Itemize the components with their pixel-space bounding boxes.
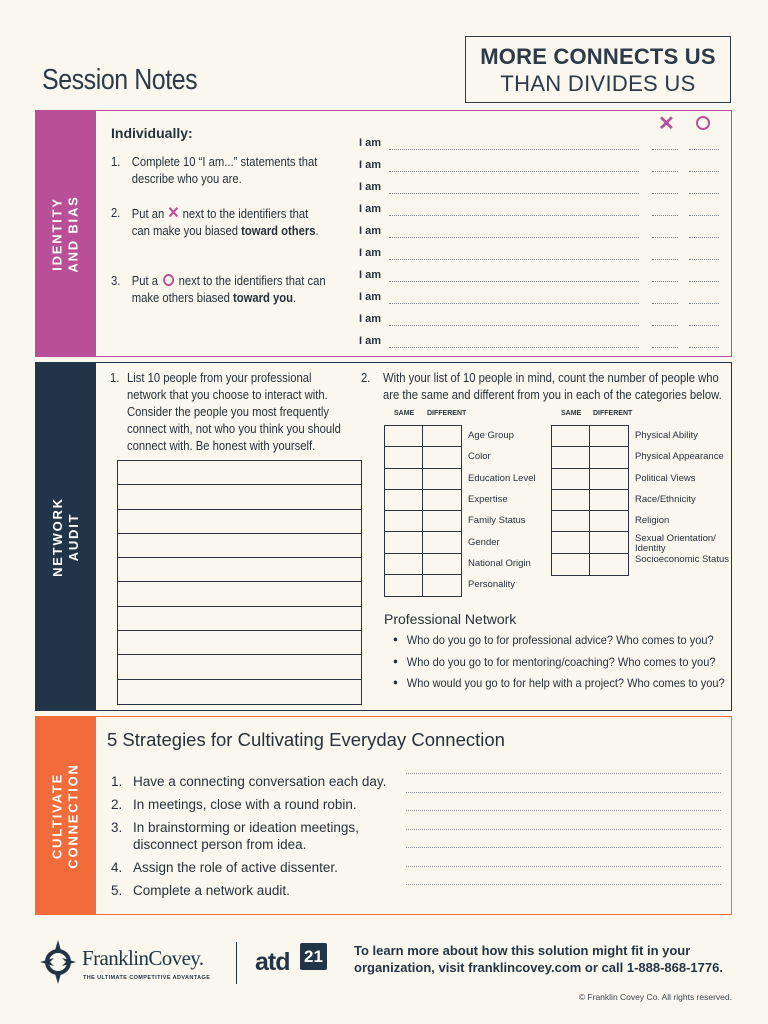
name-line[interactable] [118, 534, 361, 558]
strategy-text: In brainstorming or ideation meetings, disconnect person from idea. [133, 820, 359, 852]
sidebar-label-line-1: CULTIVATE [49, 772, 65, 859]
item-number: 1. [110, 371, 120, 385]
category-label: Expertise [468, 493, 508, 505]
different-count-cell[interactable] [590, 554, 628, 575]
question-bullet [393, 655, 715, 669]
same-count-cell[interactable] [385, 426, 423, 446]
same-count-cell[interactable] [385, 469, 423, 489]
same-column-header: SAME [561, 410, 582, 417]
x-mark-line[interactable] [652, 325, 678, 326]
statement-line[interactable] [389, 325, 639, 326]
question-bullet [393, 633, 714, 647]
footer-divider [236, 942, 237, 984]
statement-line[interactable] [389, 149, 639, 150]
network-item-1-text: List 10 people from your professional network that you choose to interact with. Consider the people you most frequently connect with, not who you think you should connect with. Be honest with yourself. [127, 371, 341, 453]
sidebar-label-line-2: CONNECTION [65, 762, 81, 869]
different-count-cell[interactable] [423, 532, 461, 552]
circle-mark-line[interactable] [689, 215, 719, 216]
i-am-row[interactable] [359, 333, 719, 351]
name-line[interactable] [118, 631, 361, 655]
identity-step-1 [111, 154, 327, 188]
same-count-cell[interactable] [385, 532, 423, 552]
name-line[interactable] [118, 510, 361, 534]
step-number: 2. [111, 206, 121, 220]
network-item-2-text: With your list of 10 people in mind, count the number of people who are the same and different from you in each of the categories below. [383, 371, 722, 402]
category-label: Physical Appearance [635, 451, 724, 463]
question-text: Who do you go to for professional advice? Who comes to you? [406, 633, 714, 647]
copyright: © Franklin Covey Co. All rights reserved. [578, 992, 732, 1002]
circle-mark-line[interactable] [689, 171, 719, 172]
step-text: next to the identifiers that can make you biased [131, 207, 309, 238]
x-mark-icon: ✕ [167, 205, 180, 222]
individually-heading: Individually: [111, 125, 193, 141]
step-text: next to the identifiers that can make others biased [131, 274, 326, 305]
same-count-cell[interactable] [385, 575, 423, 596]
i-am-label: I am [359, 181, 382, 193]
i-am-row[interactable] [359, 179, 719, 197]
strategy-number: 2. [111, 797, 123, 812]
x-mark-line[interactable] [652, 303, 678, 304]
cultivate-connection-section [35, 716, 732, 915]
network-sidebar [35, 362, 96, 711]
step-number: 3. [111, 274, 121, 288]
tally-row [385, 532, 461, 553]
statement-line[interactable] [389, 259, 639, 260]
step-text: Complete 10 “I am...” statements that describe who you are. [131, 155, 318, 186]
category-label: Physical Ability [635, 430, 698, 441]
tally-row [385, 469, 461, 490]
circle-mark-line[interactable] [689, 325, 719, 326]
strategy-item [111, 859, 401, 876]
tally-row [385, 426, 461, 447]
i-am-label: I am [359, 225, 382, 237]
step-bold: toward you [233, 291, 294, 305]
category-label: Color [468, 451, 491, 463]
category-label: National Origin [468, 557, 531, 569]
x-mark-line[interactable] [652, 347, 678, 348]
different-count-cell[interactable] [423, 447, 461, 467]
different-count-cell[interactable] [423, 490, 461, 510]
statement-line[interactable] [389, 347, 639, 348]
franklincovey-tagline: THE ULTIMATE COMPETITIVE ADVANTAGE [83, 975, 211, 981]
different-count-cell[interactable] [423, 554, 461, 574]
circle-mark-line[interactable] [689, 281, 719, 282]
notes-line[interactable] [406, 829, 721, 830]
atd-wordmark: atd [255, 948, 290, 976]
x-mark-line[interactable] [652, 281, 678, 282]
identity-and-bias-section [35, 110, 732, 357]
i-am-row[interactable] [359, 267, 719, 285]
same-count-cell[interactable] [385, 511, 423, 531]
different-column-header: DIFFERENT [593, 410, 633, 417]
name-line[interactable] [118, 558, 361, 582]
i-am-row[interactable] [359, 311, 719, 329]
x-mark-line[interactable] [652, 237, 678, 238]
banner-line-2: THAN DIVIDES US [500, 71, 696, 96]
different-count-cell[interactable] [590, 426, 628, 446]
strategy-number: 1. [111, 774, 123, 789]
sidebar-label-line-2: AUDIT [65, 512, 81, 561]
notes-line[interactable] [406, 792, 721, 793]
i-am-label: I am [359, 335, 382, 347]
sidebar-label-line-2: AND BIAS [65, 194, 81, 273]
name-line[interactable] [118, 655, 361, 679]
page-title: Session Notes [42, 64, 198, 96]
item-number: 2. [361, 371, 371, 385]
tally-row [385, 447, 461, 468]
strategy-text: Have a connecting conversation each day. [133, 774, 387, 789]
i-am-label: I am [359, 137, 382, 149]
category-label: Sexual Orientation/ Identity [635, 532, 716, 554]
tally-row [385, 490, 461, 511]
identity-panel [96, 110, 732, 357]
header-banner [465, 36, 731, 103]
i-am-row[interactable] [359, 245, 719, 263]
cultivate-sidebar [35, 716, 96, 915]
network-audit-section [35, 362, 732, 711]
notes-line[interactable] [406, 773, 721, 774]
notes-line[interactable] [406, 847, 721, 848]
strategy-item [111, 796, 401, 813]
statement-line[interactable] [389, 303, 639, 304]
step-text-pre: Put an [131, 207, 165, 221]
category-label: Family Status [468, 515, 526, 527]
strategy-text: Complete a network audit. [133, 883, 290, 898]
i-am-row[interactable] [359, 135, 719, 153]
different-count-cell[interactable] [423, 426, 461, 446]
different-count-cell[interactable] [423, 511, 461, 531]
strategy-item [111, 773, 401, 790]
franklincovey-wordmark: FranklinCovey. [82, 946, 204, 970]
step-bold: toward others [241, 224, 316, 238]
tally-row [385, 575, 461, 596]
network-panel [96, 362, 732, 711]
same-count-cell[interactable] [385, 554, 423, 574]
different-count-cell[interactable] [590, 511, 628, 531]
name-line[interactable] [118, 582, 361, 606]
statement-line[interactable] [389, 237, 639, 238]
i-am-label: I am [359, 247, 382, 259]
step-text-pre: Put a [131, 274, 158, 288]
strategies-title: 5 Strategies for Cultivating Everyday Connection [107, 729, 505, 750]
name-line[interactable] [118, 607, 361, 631]
atd-year-badge: 21 [300, 943, 327, 970]
i-am-row[interactable] [359, 201, 719, 219]
different-count-cell[interactable] [590, 490, 628, 510]
x-mark-line[interactable] [652, 193, 678, 194]
i-am-row[interactable] [359, 223, 719, 241]
i-am-label: I am [359, 159, 382, 171]
category-label: Religion [635, 515, 670, 527]
people-list-box [117, 460, 362, 705]
different-count-cell[interactable] [590, 469, 628, 489]
i-am-label: I am [359, 291, 382, 303]
notes-line[interactable] [406, 810, 721, 811]
tally-row [385, 511, 461, 532]
i-am-row[interactable] [359, 157, 719, 175]
statement-line[interactable] [389, 281, 639, 282]
category-label: Personality [468, 579, 515, 591]
i-am-row[interactable] [359, 289, 719, 307]
different-count-cell[interactable] [590, 532, 628, 552]
x-column-icon: ✕ [658, 113, 675, 135]
question-text: Who do you go to for mentoring/coaching? Who comes to you? [406, 655, 716, 669]
circle-column-icon [696, 116, 710, 130]
circle-mark-line[interactable] [689, 259, 719, 260]
circle-mark-line[interactable] [689, 193, 719, 194]
notes-line[interactable] [406, 866, 721, 867]
strategy-number: 4. [111, 860, 123, 875]
category-label: Political Views [635, 472, 696, 484]
x-mark-line[interactable] [652, 215, 678, 216]
same-count-cell[interactable] [385, 447, 423, 467]
franklincovey-logo [40, 940, 211, 989]
circle-mark-line[interactable] [689, 347, 719, 348]
different-count-cell[interactable] [423, 575, 461, 596]
statement-line[interactable] [389, 193, 639, 194]
identity-step-2: 2. Put an ✕ next to the identifiers that can make you biased toward others. [111, 205, 319, 238]
strategy-text: In meetings, close with a round robin. [133, 797, 357, 812]
category-label: Gender [468, 536, 500, 548]
step-number: 1. [111, 155, 121, 169]
x-mark-line[interactable] [652, 171, 678, 172]
strategy-item [111, 882, 401, 899]
statement-line[interactable] [389, 171, 639, 172]
notes-line[interactable] [406, 884, 721, 885]
identity-sidebar [35, 110, 96, 357]
tally-row [385, 554, 461, 575]
tally-grid-left [384, 425, 462, 597]
name-line[interactable] [118, 461, 361, 485]
question-bullet [393, 676, 725, 690]
different-count-cell[interactable] [590, 447, 628, 467]
identity-step-3: 3. Put a next to the identifiers that can make others biased toward you. [111, 274, 326, 305]
professional-network-heading: Professional Network [384, 611, 517, 627]
compass-icon [40, 940, 76, 984]
learn-more-text: To learn more about how this solution might fit in your organization, visit franklincovey.com or call 1-888-868-1776. [354, 943, 723, 975]
same-column-header: SAME [394, 410, 415, 417]
strategy-text: Assign the role of active dissenter. [133, 860, 338, 875]
sidebar-label-line-1: IDENTITY [49, 196, 65, 271]
circle-mark-icon [163, 274, 174, 286]
circle-mark-line[interactable] [689, 303, 719, 304]
x-mark-line[interactable] [652, 259, 678, 260]
circle-mark-line[interactable] [689, 149, 719, 150]
strategy-item [111, 819, 401, 853]
sidebar-label-line-1: NETWORK [49, 496, 65, 577]
category-label: Socioeconomic Status [635, 553, 729, 565]
name-line[interactable] [118, 485, 361, 509]
same-count-cell[interactable] [385, 490, 423, 510]
cultivate-panel [96, 716, 732, 915]
different-column-header: DIFFERENT [427, 410, 467, 417]
i-am-label: I am [359, 203, 382, 215]
i-am-label: I am [359, 313, 382, 325]
category-label: Race/Ethnicity [635, 493, 696, 505]
statement-line[interactable] [389, 215, 639, 216]
question-text: Who would you go to for help with a project? Who comes to you? [406, 676, 725, 690]
different-count-cell[interactable] [423, 469, 461, 489]
circle-mark-line[interactable] [689, 237, 719, 238]
category-label: Age Group [468, 430, 514, 441]
strategy-number: 3. [111, 820, 123, 835]
i-am-label: I am [359, 269, 382, 281]
x-mark-line[interactable] [652, 149, 678, 150]
name-line[interactable] [118, 680, 361, 704]
strategy-number: 5. [111, 883, 123, 898]
category-label: Education Level [468, 472, 536, 484]
banner-line-1: MORE CONNECTS US [480, 44, 716, 69]
